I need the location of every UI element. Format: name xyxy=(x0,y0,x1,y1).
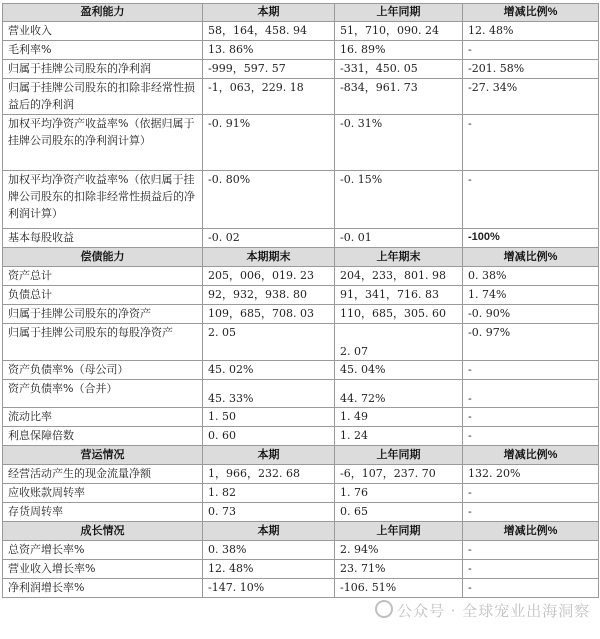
change-value: -201. 58% xyxy=(463,60,599,79)
change-value: - xyxy=(463,361,599,380)
row-label: 归属于挂牌公司股东的净资产 xyxy=(3,305,203,324)
previous-value: 2. 94% xyxy=(335,541,463,560)
table-row xyxy=(3,60,599,79)
current-value: -999，597. 57 xyxy=(203,60,335,79)
header-cell: 偿债能力 xyxy=(3,248,203,267)
table-row xyxy=(3,361,599,380)
current-value: -0. 02 xyxy=(203,229,335,248)
table-row xyxy=(3,541,599,560)
table-row xyxy=(3,408,599,427)
change-value: - xyxy=(463,560,599,579)
current-value: -147. 10% xyxy=(203,579,335,598)
row-label: 总资产增长率% xyxy=(3,541,203,560)
current-value: -0. 91% xyxy=(203,115,335,171)
header-cell: 本期 xyxy=(203,4,335,22)
row-label: 存货周转率 xyxy=(3,503,203,522)
change-value: - xyxy=(463,41,599,60)
change-value: 132. 20% xyxy=(463,465,599,484)
current-value: 0. 38% xyxy=(203,541,335,560)
row-label: 归属于挂牌公司股东的扣除非经常性损益后的净利润 xyxy=(3,79,203,115)
current-value: 205，006，019. 23 xyxy=(203,267,335,286)
table-row xyxy=(3,22,599,41)
row-label: 加权平均净资产收益率%（依归属于挂牌公司股东的扣除非经常性损益后的净利润计算） xyxy=(3,171,203,229)
previous-value: 1. 76 xyxy=(335,484,463,503)
change-value: - xyxy=(463,503,599,522)
previous-value: 110，685，305. 60 xyxy=(335,305,463,324)
table-row xyxy=(3,484,599,503)
row-label: 营业收入增长率% xyxy=(3,560,203,579)
header-cell: 上年期末 xyxy=(335,248,463,267)
header-cell: 上年同期 xyxy=(335,446,463,465)
table-row xyxy=(3,380,599,408)
change-value: - xyxy=(463,484,599,503)
previous-value: 1. 24 xyxy=(335,427,463,446)
change-value: -0. 97% xyxy=(463,324,599,361)
previous-value: 45. 04% xyxy=(335,361,463,380)
header-cell: 增减比例% xyxy=(463,446,599,465)
current-value: 12. 48% xyxy=(203,560,335,579)
header-cell: 上年同期 xyxy=(335,4,463,22)
header-cell: 本期 xyxy=(203,446,335,465)
previous-value: -834，961. 73 xyxy=(335,79,463,115)
previous-value: -0. 01 xyxy=(335,229,463,248)
table-row xyxy=(3,286,599,305)
table-row xyxy=(3,560,599,579)
previous-value: -0. 15% xyxy=(335,171,463,229)
previous-value: 91，341，716. 83 xyxy=(335,286,463,305)
table-row xyxy=(3,324,599,361)
header-cell: 盈利能力 xyxy=(3,4,203,22)
previous-value: 2. 07 xyxy=(335,324,463,361)
change-value: - xyxy=(463,541,599,560)
table-row xyxy=(3,305,599,324)
previous-value: -106. 51% xyxy=(335,579,463,598)
row-label: 营业收入 xyxy=(3,22,203,41)
row-label: 应收账款周转率 xyxy=(3,484,203,503)
wechat-icon xyxy=(375,600,393,618)
current-value: 92，932，938. 80 xyxy=(203,286,335,305)
header-cell: 增减比例% xyxy=(463,522,599,541)
row-label: 负债总计 xyxy=(3,286,203,305)
table-row xyxy=(3,79,599,115)
table-row xyxy=(3,171,599,229)
section-header-operations xyxy=(3,446,599,465)
section-header-growth xyxy=(3,522,599,541)
current-value: 58，164，458. 94 xyxy=(203,22,335,41)
current-value: 2. 05 xyxy=(203,324,335,361)
change-value: -0. 90% xyxy=(463,305,599,324)
table-row xyxy=(3,579,599,598)
table-row xyxy=(3,503,599,522)
change-value: -100% xyxy=(463,229,599,248)
previous-value: 0. 65 xyxy=(335,503,463,522)
current-value: 1. 50 xyxy=(203,408,335,427)
change-value: 1. 74% xyxy=(463,286,599,305)
row-label: 资产负债率%（母公司） xyxy=(3,361,203,380)
change-value: 12. 48% xyxy=(463,22,599,41)
current-value: -1，063，229. 18 xyxy=(203,79,335,115)
current-value: 45. 33% xyxy=(203,380,335,408)
change-value: 0. 38% xyxy=(463,267,599,286)
previous-value: -0. 31% xyxy=(335,115,463,171)
table-row xyxy=(3,427,599,446)
row-label: 归属于挂牌公司股东的每股净资产 xyxy=(3,324,203,361)
header-cell: 本期 xyxy=(203,522,335,541)
current-value: 13. 86% xyxy=(203,41,335,60)
table-row xyxy=(3,267,599,286)
financial-indicators-table xyxy=(2,3,599,598)
change-value: - xyxy=(463,115,599,171)
current-value: 1，966，232. 68 xyxy=(203,465,335,484)
previous-value: 23. 71% xyxy=(335,560,463,579)
header-cell: 增减比例% xyxy=(463,248,599,267)
previous-value: -6，107，237. 70 xyxy=(335,465,463,484)
table-row xyxy=(3,41,599,60)
previous-value: 204，233，801. 98 xyxy=(335,267,463,286)
previous-value: 44. 72% xyxy=(335,380,463,408)
table-row xyxy=(3,115,599,171)
change-value: - xyxy=(463,579,599,598)
change-value: - xyxy=(463,380,599,408)
row-label: 加权平均净资产收益率%（依据归属于挂牌公司股东的净利润计算） xyxy=(3,115,203,171)
section-header-solvency xyxy=(3,248,599,267)
previous-value: -331，450. 05 xyxy=(335,60,463,79)
table-row xyxy=(3,465,599,484)
row-label: 资产总计 xyxy=(3,267,203,286)
current-value: 0. 60 xyxy=(203,427,335,446)
change-value: -27. 34% xyxy=(463,79,599,115)
change-value: - xyxy=(463,427,599,446)
header-cell: 上年同期 xyxy=(335,522,463,541)
row-label: 归属于挂牌公司股东的净利润 xyxy=(3,60,203,79)
current-value: 109，685，708. 03 xyxy=(203,305,335,324)
row-label: 净利润增长率% xyxy=(3,579,203,598)
row-label: 毛利率% xyxy=(3,41,203,60)
previous-value: 51，710，090. 24 xyxy=(335,22,463,41)
table-row xyxy=(3,229,599,248)
row-label: 经营活动产生的现金流量净额 xyxy=(3,465,203,484)
change-value: - xyxy=(463,171,599,229)
watermark-text: 公众号 · 全球宠业出海洞察 xyxy=(397,602,591,620)
header-cell: 增减比例% xyxy=(463,4,599,22)
change-value: - xyxy=(463,408,599,427)
current-value: -0. 80% xyxy=(203,171,335,229)
section-header-profitability xyxy=(3,4,599,22)
row-label: 资产负债率%（合并） xyxy=(3,380,203,408)
header-cell: 营运情况 xyxy=(3,446,203,465)
previous-value: 1. 49 xyxy=(335,408,463,427)
previous-value: 16. 89% xyxy=(335,41,463,60)
watermark xyxy=(375,600,590,621)
header-cell: 本期期末 xyxy=(203,248,335,267)
current-value: 45. 02% xyxy=(203,361,335,380)
current-value: 1. 82 xyxy=(203,484,335,503)
row-label: 流动比率 xyxy=(3,408,203,427)
current-value: 0. 73 xyxy=(203,503,335,522)
row-label: 利息保障倍数 xyxy=(3,427,203,446)
row-label: 基本每股收益 xyxy=(3,229,203,248)
header-cell: 成长情况 xyxy=(3,522,203,541)
